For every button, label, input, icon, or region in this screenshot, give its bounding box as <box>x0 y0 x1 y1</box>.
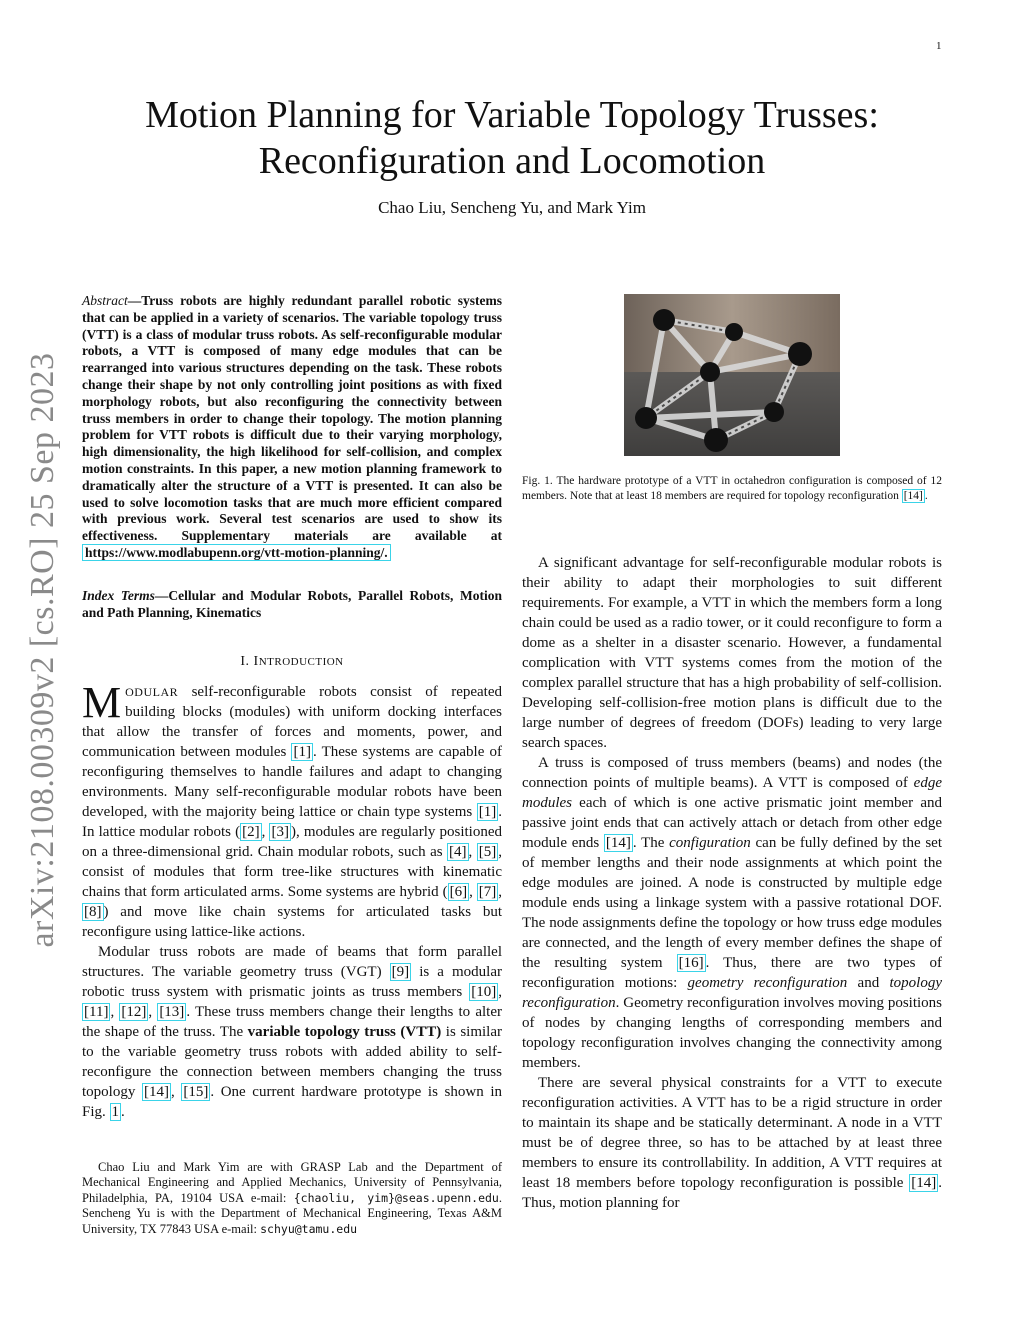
right-column-body <box>522 553 942 1213</box>
citation-link[interactable]: [4] <box>449 844 467 860</box>
citation-link[interactable]: [1] <box>293 744 311 760</box>
citation-link[interactable]: [12] <box>121 1004 147 1020</box>
citation-link[interactable]: [3] <box>271 824 289 840</box>
paper-title <box>0 92 1024 184</box>
right-paragraph-1: A significant advantage for self-reconfigurable modular robots is their ability to adapt their morphologies to suit different requirements. For example, a VTT in which the members form a long chain could be used as a radio tower, or it could reconfigure to form a dome as a shelter in a disaster scenario. However, a fundamental complication with VTT systems comes from the motion of the complex parallel structure that has a high probability of self-collision. Developing self-collision-free motion plans is difficult due to the large number of degrees of freedom (DOFs) leading to very large search spaces. <box>522 555 942 751</box>
citation-link[interactable]: [15] <box>183 1084 209 1100</box>
citation-link[interactable]: [14] <box>903 490 923 502</box>
title-line-1: Motion Planning for Variable Topology Trusses: <box>145 94 879 136</box>
citation-link[interactable]: [1] <box>478 804 497 820</box>
page-number: 1 <box>936 40 942 52</box>
citation-link[interactable]: [6] <box>449 884 468 900</box>
citation-link[interactable]: [11] <box>84 1004 109 1020</box>
abstract-label: Abstract <box>82 293 128 308</box>
figure-caption: Fig. 1. The hardware prototype of a VTT in octahedron configuration is composed of 12 members. Note that at least 18 members are required for topology reconfiguration [14] . <box>522 475 942 502</box>
citation-link[interactable]: [5] <box>478 844 497 860</box>
citation-link[interactable]: [8] <box>84 904 102 920</box>
citation-link[interactable]: [14] <box>605 835 631 851</box>
arxiv-sidebar <box>18 350 68 950</box>
author-list: Chao Liu, Sencheng Yu, and Mark Yim <box>378 198 646 217</box>
abstract <box>82 293 502 562</box>
vtt-prototype-photo <box>624 294 840 456</box>
citation-link[interactable]: [10] <box>471 984 497 1000</box>
citation-link[interactable]: [14] <box>143 1084 169 1100</box>
author-footnote: Chao Liu and Mark Yim are with GRASP Lab and the Department of Mechanical Engineering and Applied Mechanics, University of Pennsylvania, Philadelphia, PA, 19104 USA e-mail: {chaoliu, yim}@seas.upenn.edu. Sencheng Yu is with the Department of Mechanical Engineering, Texas A&M University, TX 77843 USA e-mail: schyu@tamu.edu <box>82 1160 502 1236</box>
email-address: {chaoliu, yim}@seas.upenn.edu <box>293 1190 499 1205</box>
citation-link[interactable]: [14] <box>911 1175 937 1191</box>
arxiv-identifier: arXiv:2108.00309v2 [cs.RO] 25 Sep 2023 <box>24 352 61 948</box>
intro-paragraph-1: MODULAR self-reconfigurable robots consist of repeated building blocks (modules) with uniform docking interfaces that allow the transfer of forces and moments, power, and communication between modules [1] . These systems are capable of reconfiguring themselves to handle failures and adapt to changing environments. Many self-reconfigurable modular robots have been developed, with the majority being lattice or chain type systems [1] . In lattice modular robots ( [2] , [3] ), modules are regularly positioned on a three-dimensional grid. Chain modular robots, such as [4] , [5] , consist of modules that form tree-like structures with kinematic chains that form articulated arms. Some systems are hybrid ( [6] , [7] , [8] ) and move like chain systems for articulated tasks but reconfigure using lattice-like actions. <box>82 678 502 940</box>
citation-link[interactable]: [16] <box>678 955 704 971</box>
drop-cap: M <box>82 678 122 727</box>
vtt-photo-illustration <box>624 294 840 456</box>
figure-link[interactable]: 1 <box>111 1104 120 1120</box>
citation-link[interactable]: [7] <box>478 884 497 900</box>
index-terms <box>82 588 502 622</box>
right-paragraph-2: A truss is composed of truss members (beams) and nodes (the connection points of multiple beams). A VTT is composed of edge modules each of which is one active prismatic joint member and passive joint ends that can actively attach or detach from other edge module ends [14] . The configuration can be fully defined by the set of member lengths and their node assignments at which point the edge modules are joined. A node is constructed by multiple edge module ends using a linkage system with a passive rotational DOF. The node assignments define the topology or how truss edge modules are connected, and the length of every member defines the shape of the resulting system [16] . Thus, there are two types of reconfiguration motions: geometry reconfiguration and topology reconfiguration. Geometry reconfiguration involves moving positions of nodes by changing lengths of corresponding members and topology reconfiguration involves changing the connectivity among members. <box>522 755 942 1071</box>
index-terms-text: —Cellular and Modular Robots, Parallel Robots, Motion and Path Planning, Kinematics <box>82 588 502 620</box>
index-terms-label: Index Terms <box>82 588 155 603</box>
title-line-2: Reconfiguration and Locomotion <box>258 140 766 182</box>
citation-link[interactable]: [9] <box>391 964 410 980</box>
right-paragraph-3: There are several physical constraints for a VTT to execute reconfiguration activities. A VTT has to be a rigid structure in order to maintain its shape and be statically determinant. A node in a VTT must be of degree three, so has to be attached by at least three members to ensure its controllability. In addition, A VTT requires at least 18 members before topology reconfiguration is possible [14] . Thus, motion planning for <box>522 1075 942 1211</box>
section-heading-introduction: I. INTRODUCTION <box>240 654 344 669</box>
email-address: schyu@tamu.edu <box>260 1221 358 1236</box>
abstract-text: —Truss robots are highly redundant parallel robotic systems that can be applied in a variety of scenarios. The variable topology truss (VTT) is a class of modular truss robots. As self-reconfigurable modular robots, a VTT is composed of many edge modules that can be rearranged into various structures depending on the task. These robots change their shape by not only controlling joint positions as with fixed morphology robots, but also reconfiguring the connectivity between truss members in order to change their topology. The motion planning problem for VTT robots is difficult due to their varying morphology, high dimensionality, the high likelihood for self-collision, and complex motion constraints. In this paper, a new motion planning framework to dramatically alter the structure of a VTT is presented. It can also be used to solve locomotion tasks that are much more efficient compared with previous work. Several test scenarios are used to show its effectiveness. Supplementary materials are available at <box>82 293 502 544</box>
citation-link[interactable]: [2] <box>242 824 260 840</box>
intro-paragraph-2: Modular truss robots are made of beams that form parallel structures. The variable geometry truss (VGT) [9] is a modular robotic truss system with prismatic joints as truss members [10] , [11] , [12] , [13] . These truss members change their lengths to alter the shape of the truss. The variable topology truss (VTT) is similar to the variable geometry truss robots with added ability to self-reconfigure the connection between members changing the truss topology [14] , [15] . One current hardware prototype is shown in Fig. 1 . <box>82 944 503 1120</box>
introduction-body <box>82 678 503 1122</box>
citation-link[interactable]: [13] <box>159 1004 185 1020</box>
supplementary-link[interactable]: https://www.modlabupenn.org/vtt-motion-planning/. <box>82 544 391 561</box>
